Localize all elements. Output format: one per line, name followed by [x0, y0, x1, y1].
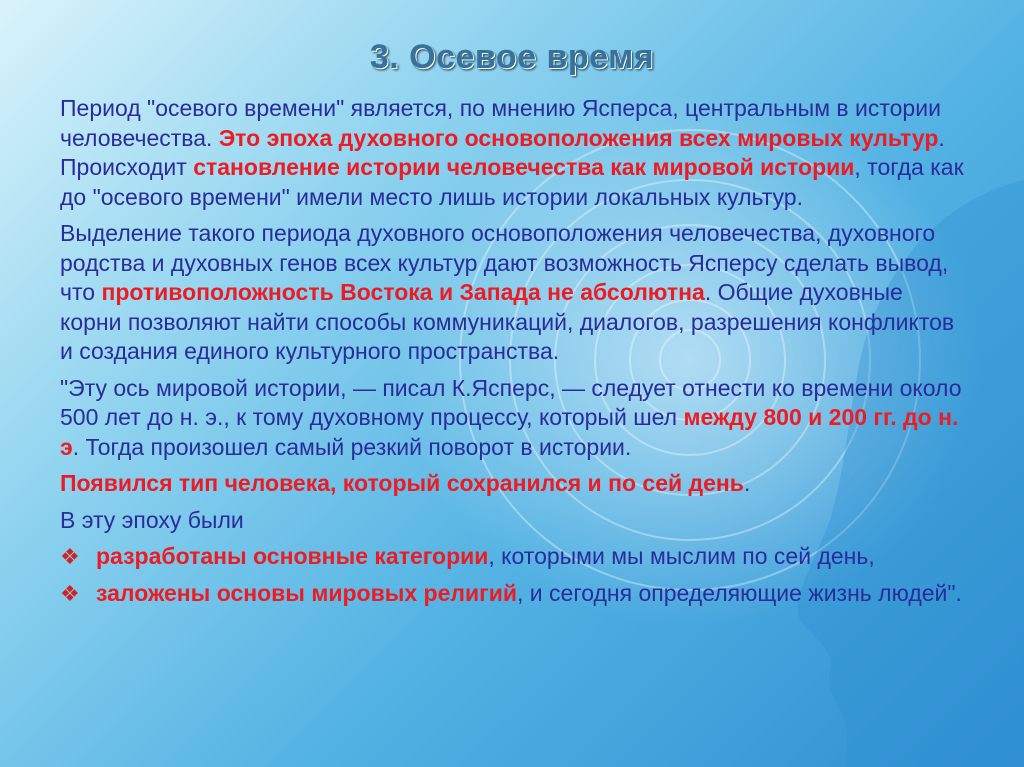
highlight: заложены основы мировых религий: [96, 579, 518, 606]
highlight: Это эпоха духовного основоположения всех мировых культур: [218, 124, 939, 151]
paragraph-1: Период "осевого времени" является, по мнению Ясперса, центральным в истории человечества. Это эпоха духовного основоположения всех мировых культур. Происходит становление истории человечества как мировой истории, тогда как до "осевого времени" имели место лишь истории локальных культур.: [60, 95, 964, 210]
highlight: разработаны основные категории: [96, 543, 489, 569]
paragraph-3: "Эту ось мировой истории, — писал К.Ясперс, — следует отнести ко времени около 500 лет до н. э., к тому духовному процессу, который шел между 800 и 200 гг. до н. э. Тогда произошел самый резкий поворот в истории.: [60, 374, 962, 460]
paragraph-2: Выделение такого периода духовного основоположения человечества, духовного родства и духовных генов всех культур дают возможность Ясперсу сделать вывод, что противоположность Востока и Запада не абсолютна. Общие духовные корни позволяют найти способы коммуникаций, диалогов, разрешения конфликтов и создания единого культурного пространства.: [60, 220, 955, 364]
paragraph-5: В эту эпоху были: [60, 506, 244, 533]
highlight: Появился тип человека, который сохранился и по сей день: [60, 470, 744, 496]
slide-title: 3. Осевое время: [369, 38, 655, 76]
diamond-bullet-icon: ❖: [60, 580, 80, 606]
highlight: между 800 и 200 гг. до н. э: [60, 404, 959, 460]
bullet-item: ❖ заложены основы мировых религий, и сегодня определяющие жизнь людей".: [60, 579, 965, 609]
slide-body: [60, 94, 965, 615]
bullet-item: ❖ разработаны основные категории, которыми мы мыслим по сей день,: [60, 542, 965, 572]
paragraph-4: Появился тип человека, который сохранился и по сей день.: [60, 470, 751, 496]
highlight: противоположность Востока и Запада не абсолютна: [101, 279, 705, 305]
diamond-bullet-icon: ❖: [60, 544, 80, 569]
highlight: становление истории человечества как мировой истории: [193, 154, 855, 180]
